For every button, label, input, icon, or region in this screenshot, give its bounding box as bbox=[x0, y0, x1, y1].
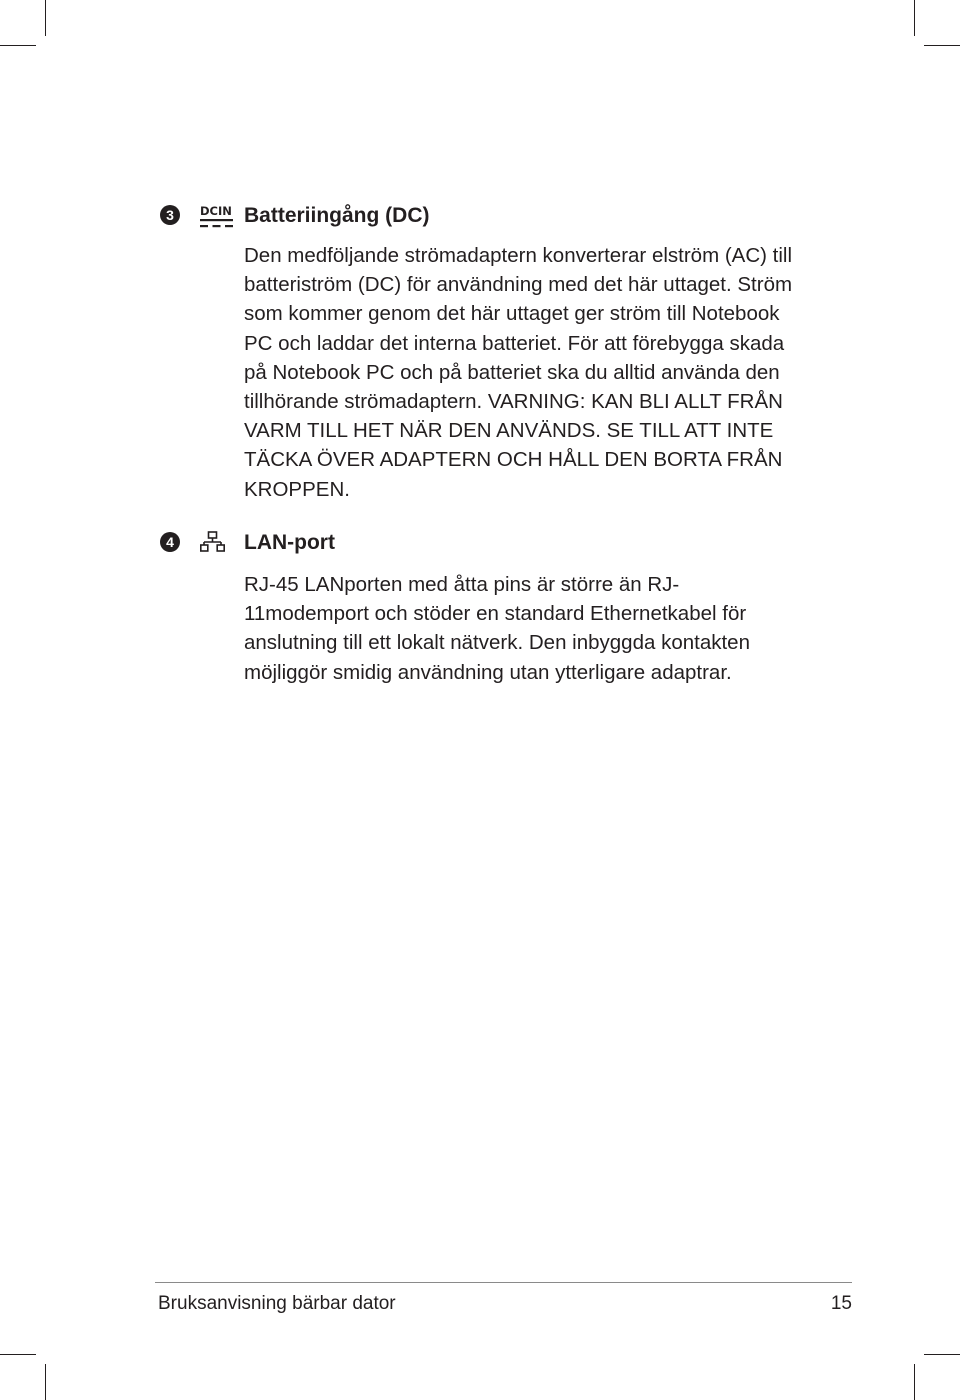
crop-mark bbox=[45, 0, 46, 36]
item-number-badge: 3 bbox=[160, 205, 180, 225]
section-heading: LAN-port bbox=[244, 531, 335, 554]
footer-title: Bruksanvisning bärbar dator bbox=[158, 1293, 396, 1314]
crop-mark bbox=[914, 1364, 915, 1400]
crop-mark bbox=[45, 1364, 46, 1400]
section-heading: Batteriingång (DC) bbox=[244, 204, 430, 227]
crop-mark bbox=[914, 0, 915, 36]
crop-mark bbox=[0, 45, 36, 46]
section-body bbox=[244, 570, 804, 687]
section-paragraph: Den medföljande strömadaptern konverterar elström (AC) till batteriström (DC) för användning med det här uttaget. Ström som kommer genom det här uttaget ger ström till Notebook PC och laddar det interna batteriet. För att förebygga skada på Notebook PC och på batteriet ska du alltid använda den tillhörande strömadaptern. VARNING: KAN BLI ALLT FRÅN VARM TILL HET NÄR DEN ANVÄNDS. SE TILL ATT INTE TÄCKA ÖVER ADAPTERN OCH HÅLL DEN BORTA FRÅN KROPPEN. bbox=[244, 244, 793, 501]
crop-mark bbox=[924, 45, 960, 46]
section-paragraph: RJ-45 LANporten med åtta pins är större än RJ-11modemport och stöder en standard Ethernetkabel för anslutning till ett lokalt nätverk. Den inbyggda kontakten möjliggör smidig användning utan ytterligare adaptrar. bbox=[244, 573, 750, 684]
svg-text:DCIN: DCIN bbox=[200, 204, 232, 218]
dcin-power-icon bbox=[200, 203, 234, 236]
item-number-badge: 4 bbox=[160, 532, 180, 552]
crop-mark bbox=[0, 1354, 36, 1355]
page-number: 15 bbox=[830, 1293, 852, 1314]
section-body bbox=[244, 241, 804, 504]
footer-divider bbox=[155, 1282, 852, 1283]
crop-mark bbox=[924, 1354, 960, 1355]
lan-network-icon bbox=[200, 530, 226, 561]
